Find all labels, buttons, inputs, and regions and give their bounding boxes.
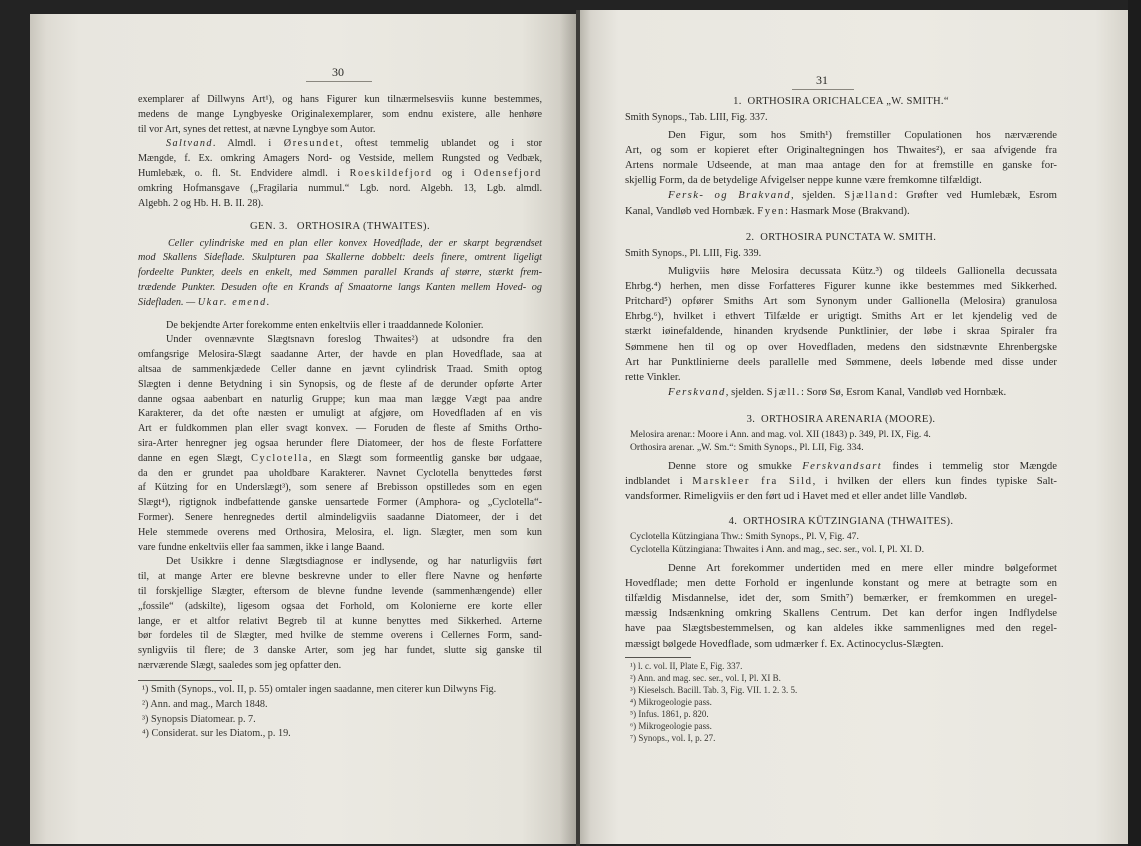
footnote: ³) Kieselsch. Bacill. Tab. 3, Fig. VII. 1. 2. 3. 5. (630, 685, 798, 695)
species-description (625, 264, 1057, 401)
footnote: ⁴) Considerat. sur les Diatom., p. 19. (142, 728, 291, 740)
text-segment: , en Slægt som formeentlig ganske bør udgaae, (309, 452, 543, 464)
text-line (625, 474, 1057, 489)
text-segment: , i hvilken der ellers kun findes typiske Salt- (812, 474, 1057, 487)
text-line: Art er fuldkommen plan eller svagt konvex. — Foruden de fleste af Smiths Ortho- (138, 423, 542, 435)
text-line: bør fordeles til de Slægter, med hvilke de stemme overens i Cellernes Form, sand- (138, 630, 542, 642)
text-line: Slægten i denne Betydning i sin Synopsis, og de fleste af de derunder opførte Arter (138, 378, 542, 390)
text-line: Under ovennævnte Slægtsnavn foreslog Thwaites²) at udsondre fra den (166, 334, 542, 346)
text-line (138, 167, 542, 182)
text-line: skjellig Form, da de betydelige Afvigelser neppe kunne være fremkomne tilfældigt. (625, 174, 982, 187)
text-line: Sømmene hen til og op over Hovedfladen, medens den sidstnævnte Ehrenbergske (625, 340, 1057, 353)
text-segment: , oftest temmelig ublandet og i stor (340, 138, 542, 150)
reference-line: Orthosira arenar. „W. Sm.“: Smith Synops., Pl. LII, Fig. 334. (630, 441, 864, 453)
footnote-rule (138, 680, 232, 681)
paragraph (138, 237, 542, 311)
text-line: medens de mange Lyngbyeske Originalexemplarer, som endnu existere, alle henhøre (138, 108, 542, 120)
footnote: ⁶) Mikrogeologie pass. (630, 721, 712, 731)
reference-line: Smith Synops., Pl. LIII, Fig. 339. (625, 247, 762, 259)
text-line: altsaa de sammenkjædede Celler danne en jævnt cylindrisk Traad. Smith optog (138, 363, 542, 375)
text-line (625, 385, 1057, 400)
genus-heading: GEN. 3. ORTHOSIRA (THWAITES). (249, 220, 431, 232)
text-line: Denne Art forekommer undertiden med en mere eller mindre bølgeformet (668, 561, 1057, 574)
paragraph (625, 385, 1057, 400)
text-segment: og i (432, 167, 475, 179)
text-line: Pritchard⁵) opfører Smiths Art som Synonym under Gallionella (Melosira) granulosa (625, 294, 1057, 307)
footnote: ²) Ann. and mag. sec. ser., vol. I, Pl. XI B. (630, 673, 781, 683)
text-line: omkring Hofmansgave („Fragilaria nummul.“ Lgb. nord. Algebh. 13, Lgb. almdl. (138, 182, 542, 194)
text-line: Den Figur, som hos Smith¹) fremstiller Copulationen hos nærværende (668, 128, 1057, 141)
page-number: 31 (816, 73, 828, 87)
footnote: ³) Synopsis Diatomear. p. 7. (142, 713, 256, 725)
emphasized-text: Sjæll. (766, 386, 801, 399)
text-segment: : Grøfter ved Humlebæk, Esrom (894, 189, 1057, 202)
page-number-rule (306, 81, 372, 82)
footnotes (138, 683, 542, 742)
text-line: Celler cylindriske med en plan eller konvex Hovedflade, der er skarpt begrændset (168, 237, 542, 249)
paragraph (625, 188, 1057, 218)
text-line: Ehrbg.⁶), hvilket i ethvert Tilfælde er urigtigt. Smiths Art er let kjendelig ved de (625, 310, 1057, 323)
synonym-references (625, 110, 1057, 125)
text-segment: Humlebæk, o. fl. St. Endvidere almdl. i (138, 167, 350, 179)
species-heading: 2. ORTHOSIRA PUNCTATA W. SMITH. (745, 231, 937, 243)
emphasized-text: Fersk- og Brakvand (668, 189, 791, 202)
page-number-rule (792, 89, 854, 90)
text-line: Algebh. 2 og Hb. H. B. II. 28). (138, 197, 264, 209)
text-line: Ehrbg.⁴) herhen, men disse Forfatteres Figurer kunne ikke bestemmes med Sikkerhed. (625, 279, 1057, 292)
text-segment: : Hasmark Mose (Brakvand). (784, 204, 910, 217)
text-line: rette Vinkler. (625, 370, 681, 383)
page-number: 30 (332, 65, 344, 79)
text-segment: danne en egen Slægt, (138, 452, 252, 464)
species-description (625, 128, 1057, 219)
synonym-references (625, 530, 1057, 556)
emphasized-text: Saltvand (166, 138, 213, 150)
text-line: til, at mange Arter ere blevne beskrevne under to eller flere Navne og henførte (138, 571, 542, 583)
opening-text (138, 93, 542, 211)
paragraph (625, 561, 1057, 652)
emphasized-text: Ferskvand (668, 386, 726, 399)
text-line (625, 204, 1057, 219)
text-line (138, 296, 542, 311)
text-segment: , sjelden. (790, 189, 845, 202)
species-entry (625, 94, 1057, 219)
text-line: lange, er et altfor relativt Begreb til at kunne benyttes med Sikkerhed. Arterne (138, 615, 542, 627)
paragraph (138, 137, 542, 211)
emphasized-text: Roeskildefjord (349, 167, 433, 179)
paragraph (138, 555, 542, 673)
text-line: Artens normale Udseende, at man maa antage den for at fremstille en ganske for- (625, 158, 1057, 171)
text-line: af Kützing for en Underslægt³), som senere af Brebisson opstilledes som en egen (138, 482, 542, 494)
paragraph (625, 459, 1057, 505)
text-line: tilfældig Misdannelse, idet der, som Smith⁷) bemærker, er fremkommen en uregel- (625, 591, 1057, 604)
footnote: ⁴) Mikrogeologie pass. (630, 697, 712, 707)
text-line: vare fundne enkeltviis eller faa sammen, ikke i lange Baand. (138, 541, 385, 553)
text-line: omfangsrige Melosira-Slægt saadanne Arter, der havde en plan Hovedflade, saa at (138, 349, 542, 361)
genus-discussion (138, 319, 542, 674)
emphasized-text: Odensefjord (474, 167, 542, 179)
text-line: mod Skallens Sideflade. Skulpturen paa Skallerne dobbelt: deels finere, omtrent ligeligt (138, 252, 542, 264)
synonym-references (625, 428, 1057, 454)
text-line: exemplarer af Dillwyns Art¹), og hans Figurer kun tilnærmelsesviis kunne bestemmes, (138, 94, 542, 105)
text-segment: Kanal, Vandløb ved Hornbæk. (625, 204, 758, 217)
text-line: Karakterer, da det ofte næsten er umuligt at afgjøre, om Hovedfladen af en vis (138, 408, 542, 420)
text-line: synligviis til flere; de 3 danske Arter, som jeg har fundet, slutte sig ganske til (138, 645, 542, 657)
species-entry (625, 412, 1057, 505)
text-segment: indblandet i (625, 474, 693, 487)
text-line: mæssig Indsænkning omkring Skallens Centrum. Det kan derfor ingen Indflydelse (625, 607, 1057, 620)
text-line: til vor Art, synes det rettest, at nævne Lyngbye som Autor. (138, 123, 376, 135)
synonym-references (625, 246, 1057, 261)
footnote-rule (625, 657, 691, 658)
text-line: Art, og som er kopieret efter Originaltegningen hos Thwaites²), er saa afvigende fra (625, 143, 1057, 156)
text-line: trædende Punkter. Desuden ofte en Krands af Smaatorne langs Kanten mellem Hoved- og (138, 281, 542, 293)
paragraph (138, 319, 542, 334)
text-segment: Denne store og smukke (668, 459, 803, 472)
species-description (625, 561, 1057, 652)
emphasized-text: Sjælland (844, 189, 895, 202)
footnote: ¹) l. c. vol. II, Plate E, Fig. 337. (630, 661, 743, 671)
paragraph (138, 333, 542, 555)
emphasized-text: Fyen (757, 204, 785, 217)
text-line: danne ogsaa aabenbart en naturlig Gruppe; kun maa man lægge Vægt paa andre (138, 393, 542, 405)
scan-edge (1128, 0, 1141, 846)
emphasized-text: Marskleer fra Sild (692, 474, 813, 487)
text-line (138, 137, 542, 152)
species-heading: 4. ORTHOSIRA KÜTZINGIANA (THWAITES). (728, 515, 954, 527)
text-segment: . Almdl. i (212, 138, 284, 150)
species-entry (625, 230, 1057, 401)
species-entry (625, 514, 1057, 652)
reference-line: Melosira arenar.: Moore i Ann. and mag. vol. XII (1843) p. 349, Pl. IX, Fig. 4. (630, 428, 931, 440)
text-line: stærkt iøinefaldende, hinanden krydsende Punktlinier, der løbe i skraa Spiraler fra (625, 325, 1057, 338)
text-line: nærværende Slægt, saaledes som jeg opfatter den. (138, 659, 342, 671)
text-line: mæssigt bølgede Hovedflade, som udmærker f. Ex. Actinocyclus-Slægten. (625, 637, 944, 650)
text-segment: Sidefladen. — (138, 296, 198, 308)
text-line: Hovedflade; men dette Forhold er ingenlunde konstant og mere at betragte som en (625, 576, 1057, 589)
right-book-page (580, 10, 1128, 844)
paragraph (138, 93, 542, 137)
text-line: da den er grundet paa uholdbare Karakterer. Navnet Cyclotella benyttedes først (138, 467, 542, 479)
footnote: ⁷) Synops., vol. I, p. 27. (630, 733, 716, 743)
text-line: vandsformer. Rimeligviis er den ført ud i Havet med et eller andet lille Vandløb. (625, 489, 968, 502)
text-line: Hele stemmede overens med Orthosira, Melosira, el. lign. Slægter, men som kun (138, 526, 542, 538)
emphasized-text: Ferskvandsart (802, 459, 883, 472)
footnote: ²) Ann. and mag., March 1848. (142, 698, 268, 710)
text-line: have paa Slægtsbestemmelsen, og kan aldeles ikke sammenlignes med den regel- (625, 622, 1057, 635)
text-segment: findes i temmelig stor Mængde (882, 459, 1058, 472)
text-line: De bekjendte Arter forekomme enten enkeltviis eller i traaddannede Kolonier. (166, 319, 484, 331)
footnote: ⁵) Infus. 1861, p. 820. (630, 709, 709, 719)
footnote: ¹) Smith (Synops., vol. II, p. 55) omtaler ingen saadanne, men citerer kun Dilwyns Fig. (142, 684, 497, 695)
text-line: „fossile“ (adskilte), ligesom ogsaa det Forhold, om Kolonierne ere korte eller (138, 600, 542, 612)
text-line (138, 452, 542, 467)
text-line: sira-Arter henregner jeg ogsaa herunder flere Diatomeer, der hos de fleste Forfattere (138, 437, 542, 449)
text-line (625, 459, 1057, 474)
text-line: Mængde, f. Ex. omkring Amagers Nord- og Vestside, mellem Rungsted og Vedbæk, (138, 153, 542, 165)
emphasized-text: Øresundet (283, 138, 341, 150)
reference-line: Cyclotella Kützingiana: Thwaites i Ann. and mag., sec. ser., vol. I, Pl. XI. D. (630, 543, 924, 555)
species-heading: 3. ORTHOSIRA ARENARIA (MOORE). (746, 413, 936, 425)
text-line: fordeelte Punkter, deels en enkelt, med Sømmen parallel Krands af større, stærkt frem- (138, 267, 542, 279)
text-line: Art har Punktlinierne deels parallelle med Sømmene, deels løbende med disse under (625, 355, 1057, 368)
genus-diagnosis (138, 237, 542, 311)
text-line: Muligviis høre Melosira decussata Kütz.³) og tildeels Gallionella decussata (668, 264, 1057, 277)
emphasized-text: Ukar. emend. (197, 296, 271, 308)
reference-line: Smith Synops., Tab. LIII, Fig. 337. (625, 111, 768, 123)
text-line: Det Usikkre i denne Slægtsdiagnose er indlysende, og har naturligviis ført (166, 556, 542, 568)
text-line: Former). Senere henregnedes dertil almindeligviis saadanne Diatomeer, der i det (138, 511, 542, 523)
footnotes (625, 660, 1057, 744)
text-line: Slægt⁴), rigtignok indbefattende ganske uensartede Former (Amphora- og „Cyclotella“- (138, 497, 542, 509)
text-segment: : Sorø Sø, Esrom Kanal, Vandløb ved Hornbæk. (800, 386, 1007, 399)
species-heading: 1. ORTHOSIRA ORICHALCEA „W. SMITH.“ (733, 95, 949, 107)
species-description (625, 459, 1057, 505)
text-line: til forskjellige Slægter, eftersom de blevne fundne levende (sammenhængende) eller (138, 585, 542, 597)
reference-line: Cyclotella Kützingiana Thw.: Smith Synops., Pl. V, Fig. 47. (630, 530, 859, 542)
left-book-page (30, 14, 576, 844)
paragraph (625, 128, 1057, 189)
text-segment: , sjelden. (725, 386, 767, 399)
paragraph (625, 264, 1057, 386)
text-line (625, 188, 1057, 203)
emphasized-text: Cyclotella (251, 452, 310, 464)
